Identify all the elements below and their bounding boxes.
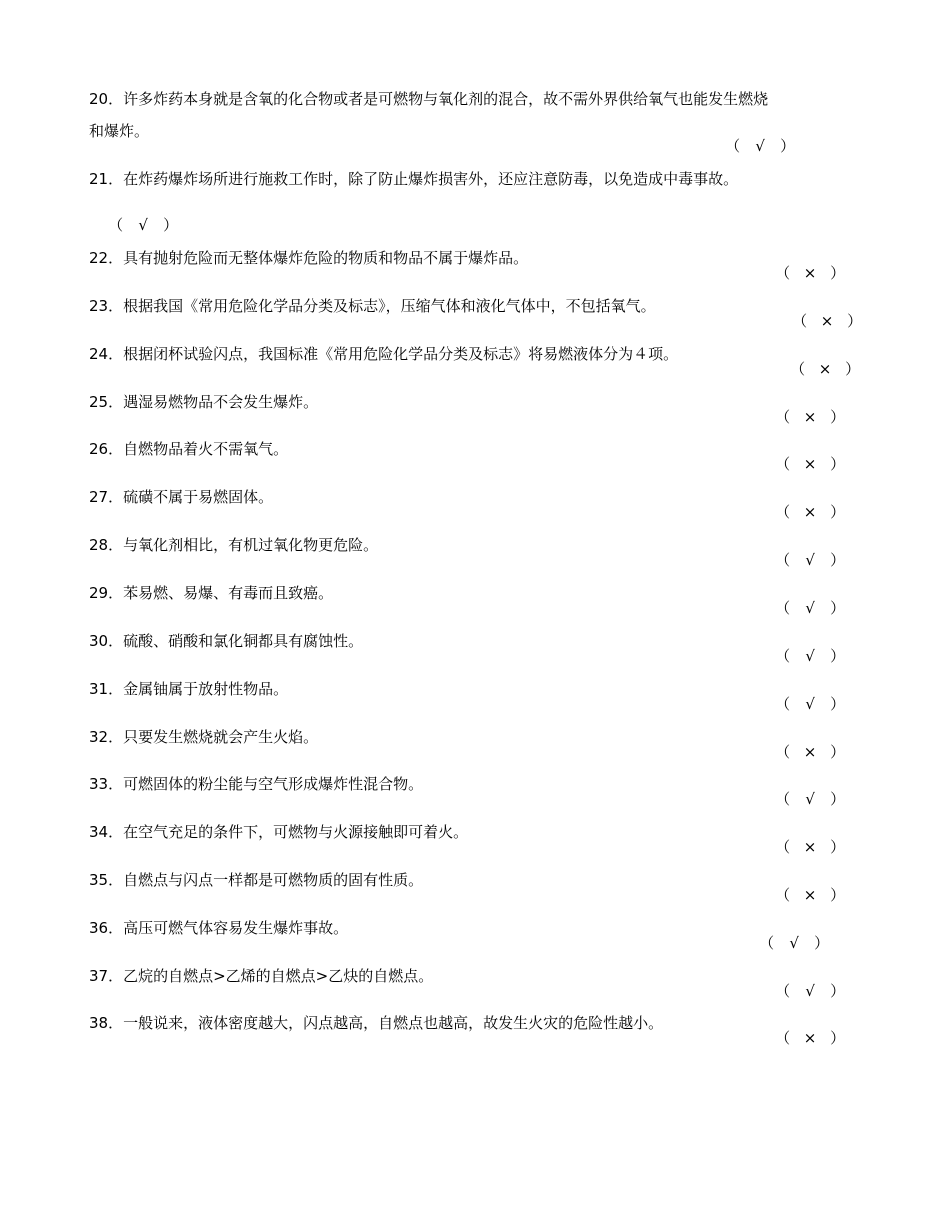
paren-close: ）	[845, 360, 861, 378]
paren-close: ）	[830, 790, 846, 808]
answer-25	[756, 395, 845, 440]
question-24	[89, 347, 678, 362]
question-text: 根据我国《常用危险化学品分类及标志》，压缩气体和液化气体中，不包括氧气。	[123, 297, 656, 315]
question-31	[89, 682, 288, 697]
question-text: 自燃点与闪点一样都是可燃物质的固有性质。	[123, 871, 424, 889]
answer-33	[756, 777, 845, 822]
answer-36	[740, 921, 829, 966]
paren-close: ）	[830, 695, 846, 713]
question-text: 在空气充足的条件下，可燃物与火源接触即可着火。	[123, 823, 469, 841]
paren-open: （	[790, 360, 806, 378]
question-34	[89, 825, 468, 840]
answer-mark: √	[805, 790, 815, 808]
paren-open: （	[775, 503, 791, 521]
question-25	[89, 395, 318, 410]
question-number: 37．	[89, 967, 124, 985]
paren-close: ）	[830, 743, 846, 761]
answer-28	[756, 538, 845, 583]
paren-open: （	[775, 1029, 791, 1047]
paren-close: ）	[830, 1029, 846, 1047]
question-21	[89, 172, 738, 187]
answer-35	[756, 873, 845, 918]
question-text: 一般说来，液体密度越大，闪点越高，自燃点也越高，故发生火灾的危险性越小。	[123, 1014, 664, 1032]
question-text: 遇湿易燃物品不会发生爆炸。	[123, 393, 319, 411]
question-23	[89, 299, 656, 314]
paren-close: ）	[830, 886, 846, 904]
question-20-continuation: 和爆炸。	[89, 122, 150, 140]
paren-close: ）	[847, 312, 863, 330]
answer-mark: ×	[803, 455, 817, 473]
paren-open: （	[775, 551, 791, 569]
question-number: 36．	[89, 919, 124, 937]
question-number: 31．	[89, 680, 124, 698]
paren-open: （	[775, 264, 791, 282]
question-number: 38．	[89, 1014, 124, 1032]
paren-close: ）	[830, 982, 846, 1000]
question-29	[89, 586, 333, 601]
paren-close: ）	[830, 408, 846, 426]
paren-open: （	[775, 790, 791, 808]
answer-mark: ×	[803, 838, 817, 856]
paren-close: ）	[163, 216, 179, 234]
question-26	[89, 442, 288, 457]
answer-22	[756, 251, 845, 296]
question-text: 具有抛射危险而无整体爆炸危险的物质和物品不属于爆炸品。	[123, 249, 529, 267]
question-text: 高压可燃气体容易发生爆炸事故。	[123, 919, 349, 937]
question-text: 根据闭杯试验闪点，我国标准《常用危险化学品分类及标志》将易燃液体分为４项。	[123, 345, 679, 363]
answer-mark: ×	[820, 312, 834, 330]
question-number: 28．	[89, 536, 124, 554]
paren-open: （	[775, 886, 791, 904]
question-number: 24．	[89, 345, 124, 363]
answer-mark: ×	[803, 503, 817, 521]
paren-open: （	[725, 137, 741, 155]
paren-open: （	[775, 838, 791, 856]
answer-mark: √	[789, 934, 799, 952]
question-37	[89, 969, 433, 984]
question-35	[89, 873, 423, 888]
question-27	[89, 490, 273, 505]
paren-close: ）	[830, 455, 846, 473]
paren-close: ）	[830, 647, 846, 665]
question-number: 29．	[89, 584, 124, 602]
paren-open: （	[775, 408, 791, 426]
answer-34	[756, 825, 845, 870]
question-number: 25．	[89, 393, 124, 411]
question-number: 26．	[89, 440, 124, 458]
answer-mark: √	[805, 551, 815, 569]
answer-mark: ×	[803, 408, 817, 426]
question-number: 22．	[89, 249, 124, 267]
question-28	[89, 538, 378, 553]
paren-close: ）	[830, 264, 846, 282]
question-33	[89, 777, 423, 792]
question-number: 30．	[89, 632, 124, 650]
answer-mark: ×	[803, 1029, 817, 1047]
answer-mark: √	[805, 599, 815, 617]
answer-mark: ×	[803, 743, 817, 761]
answer-30	[756, 634, 845, 679]
answer-37	[756, 969, 845, 1014]
paren-close: ）	[830, 503, 846, 521]
question-30	[89, 634, 363, 649]
paren-open: （	[775, 599, 791, 617]
paren-close: ）	[814, 934, 830, 952]
question-text: 与氧化剂相比，有机过氧化物更危险。	[123, 536, 379, 554]
question-22	[89, 251, 528, 266]
question-text: 自燃物品着火不需氧气。	[123, 440, 289, 458]
answer-26	[756, 442, 845, 487]
paren-close: ）	[830, 599, 846, 617]
question-number: 33．	[89, 775, 124, 793]
question-text: 可燃固体的粉尘能与空气形成爆炸性混合物。	[123, 775, 424, 793]
paren-open: （	[775, 982, 791, 1000]
answer-27	[756, 490, 845, 535]
answer-32	[756, 730, 845, 775]
answer-38	[756, 1016, 845, 1061]
question-text: 在炸药爆炸场所进行施救工作时，除了防止爆炸损害外，还应注意防毒，以免造成中毒事故。	[123, 170, 739, 188]
paren-open: （	[759, 934, 775, 952]
paren-close: ）	[830, 551, 846, 569]
paren-open: （	[792, 312, 808, 330]
question-number: 23．	[89, 297, 124, 315]
answer-mark: √	[805, 695, 815, 713]
answer-20	[706, 124, 795, 169]
paren-close: ）	[830, 838, 846, 856]
answer-31	[756, 682, 845, 727]
question-text: 许多炸药本身就是含氧的化合物或者是可燃物与氧化剂的混合，故不需外界供给氧气也能发生燃烧	[123, 90, 769, 108]
question-number: 35．	[89, 871, 124, 889]
paren-open: （	[775, 695, 791, 713]
question-number: 32．	[89, 728, 124, 746]
answer-mark: √	[138, 216, 148, 234]
paren-open: （	[775, 743, 791, 761]
answer-29	[756, 586, 845, 631]
answer-21	[89, 203, 178, 248]
question-number: 34．	[89, 823, 124, 841]
answer-mark: √	[805, 982, 815, 1000]
answer-mark: √	[805, 647, 815, 665]
question-text: 硫磺不属于易燃固体。	[123, 488, 274, 506]
answer-mark: ×	[818, 360, 832, 378]
question-text: 金属铀属于放射性物品。	[123, 680, 289, 698]
question-text: 苯易燃、易爆、有毒而且致癌。	[123, 584, 334, 602]
question-number: 27．	[89, 488, 124, 506]
paren-close: ）	[780, 137, 796, 155]
paren-open: （	[775, 455, 791, 473]
question-text: 乙烷的自燃点>乙烯的自燃点>乙炔的自燃点。	[123, 967, 434, 985]
question-20	[89, 92, 768, 107]
answer-mark: √	[755, 137, 765, 155]
answer-mark: ×	[803, 264, 817, 282]
question-32	[89, 730, 318, 745]
question-38	[89, 1016, 663, 1031]
paren-open: （	[108, 216, 124, 234]
answer-mark: ×	[803, 886, 817, 904]
paren-open: （	[775, 647, 791, 665]
answer-24	[771, 347, 860, 392]
question-text: 只要发生燃烧就会产生火焰。	[123, 728, 319, 746]
question-text: 硫酸、硝酸和氯化铜都具有腐蚀性。	[123, 632, 364, 650]
question-36	[89, 921, 348, 936]
question-number: 20．	[89, 90, 124, 108]
question-number: 21．	[89, 170, 124, 188]
answer-23	[773, 299, 862, 344]
